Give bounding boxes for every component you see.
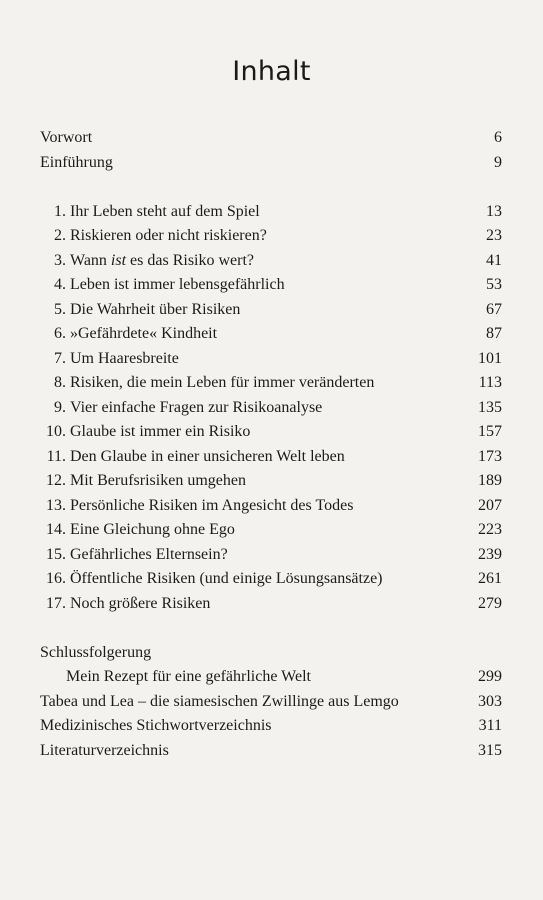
toc-page-number: 41: [486, 251, 502, 269]
toc-chapter-9: [40, 396, 502, 421]
chapter-number: 3.: [54, 251, 66, 269]
chapter-number: 16.: [46, 570, 66, 587]
toc-entry-label: Tabea und Lea – die siamesischen Zwillinge aus Lemgo: [40, 692, 399, 710]
toc-entry-label: Medizinisches Stichwortverzeichnis: [40, 717, 272, 734]
toc-spacer: [40, 616, 502, 641]
toc-chapter-8: [40, 371, 502, 396]
toc-entry-vorwort: [40, 126, 502, 151]
chapter-title: Den Glaube in einer unsicheren Welt leben: [70, 447, 345, 465]
chapter-title: Die Wahrheit über Risiken: [70, 300, 241, 318]
toc-chapter-6: [40, 322, 502, 347]
toc-page-number: 101: [478, 349, 502, 367]
chapter-number: 5.: [54, 300, 66, 318]
chapter-number: 11.: [46, 447, 66, 465]
toc-entry-einfuehrung: [40, 151, 502, 176]
emphasis-text: ist: [110, 251, 127, 269]
toc-page-number: 239: [478, 545, 502, 563]
toc-page-number: 303: [478, 692, 502, 710]
page-title: Inhalt: [232, 56, 311, 87]
chapter-number: 15.: [46, 545, 66, 563]
chapter-number: 1.: [54, 202, 66, 220]
toc-entry-stichwortverzeichnis: [40, 714, 502, 739]
chapter-title: »Gefährdete« Kindheit: [70, 325, 218, 342]
chapter-number: 12.: [46, 472, 66, 489]
chapter-title: Vier einfache Fragen zur Risikoanalyse: [70, 398, 323, 416]
toc-entry-label: Vorwort: [40, 129, 93, 146]
toc-chapter-14: [40, 518, 502, 543]
toc-entry-label: Einführung: [40, 153, 113, 171]
toc-section-heading: Schlussfolgerung: [40, 643, 152, 661]
toc-page-number: 67: [486, 300, 502, 318]
chapter-title: Wann ist es das Risiko wert?: [70, 251, 255, 269]
chapter-number: 4.: [54, 276, 66, 293]
chapter-title: Glaube ist immer ein Risiko: [70, 423, 251, 440]
toc-chapter-4: [40, 273, 502, 298]
toc-page-number: 173: [478, 447, 502, 465]
toc-chapter-12: [40, 469, 502, 494]
toc-page-number: 311: [478, 717, 502, 734]
chapter-number: 2.: [54, 227, 66, 244]
toc-spacer: [40, 175, 502, 200]
toc-page-number: 87: [486, 325, 502, 342]
toc-page-number: 299: [478, 668, 502, 685]
chapter-number: 14.: [46, 521, 66, 538]
chapter-number: 13.: [46, 496, 66, 514]
toc-chapter-16: [40, 567, 502, 592]
toc-page-number: 189: [478, 472, 502, 489]
toc-page-number: 6: [494, 129, 502, 146]
chapter-title: Ihr Leben steht auf dem Spiel: [70, 202, 260, 220]
table-of-contents: [40, 126, 502, 763]
toc-chapter-3: [40, 249, 502, 274]
toc-page-number: 207: [478, 496, 502, 514]
chapter-title: Öffentliche Risiken (und einige Lösungsansätze): [70, 570, 383, 587]
toc-page-number: 13: [486, 202, 502, 220]
toc-page-number: 9: [494, 153, 502, 171]
chapter-title: Mit Berufsrisiken umgehen: [70, 472, 246, 489]
chapter-number: 9.: [54, 398, 66, 416]
toc-chapter-10: [40, 420, 502, 445]
chapter-title: Riskieren oder nicht riskieren?: [70, 227, 267, 244]
chapter-title: Persönliche Risiken im Angesicht des Todes: [70, 496, 354, 514]
toc-page-number: 279: [478, 594, 502, 612]
chapter-number: 7.: [54, 349, 66, 367]
toc-chapter-15: [40, 543, 502, 568]
toc-entry-label: Mein Rezept für eine gefährliche Welt: [66, 668, 311, 685]
chapter-title: Risiken, die mein Leben für immer veränderten: [70, 374, 375, 391]
toc-page-number: 113: [478, 374, 502, 391]
toc-page-number: 315: [478, 741, 502, 759]
toc-entry-label: Literaturverzeichnis: [40, 741, 169, 759]
toc-chapter-7: [40, 347, 502, 372]
toc-entry-rezept: [40, 665, 502, 690]
chapter-title: Gefährliches Elternsein?: [70, 545, 228, 563]
toc-chapter-17: [40, 592, 502, 617]
chapter-title: Leben ist immer lebensgefährlich: [70, 276, 285, 293]
toc-chapter-2: [40, 224, 502, 249]
chapter-title: Um Haaresbreite: [70, 349, 179, 367]
chapter-number: 8.: [54, 374, 66, 391]
toc-page-number: 53: [486, 276, 502, 293]
chapter-number: 6.: [54, 325, 66, 342]
toc-entry-tabea-und-lea: [40, 690, 502, 715]
chapter-number: 17.: [46, 594, 66, 612]
toc-page-number: 157: [478, 423, 502, 440]
chapter-title: Eine Gleichung ohne Ego: [70, 521, 235, 538]
toc-chapter-13: [40, 494, 502, 519]
toc-chapter-11: [40, 445, 502, 470]
toc-page-number: 223: [478, 521, 502, 538]
toc-entry-literaturverzeichnis: [40, 739, 502, 764]
toc-page-number: 23: [486, 227, 502, 244]
toc-page-number: 135: [478, 398, 502, 416]
chapter-number: 10.: [46, 423, 66, 440]
toc-page-number: 261: [478, 570, 502, 587]
toc-chapter-1: [40, 200, 502, 225]
chapter-title: Noch größere Risiken: [70, 594, 211, 612]
toc-chapter-5: [40, 298, 502, 323]
toc-section-schlussfolgerung: [40, 641, 502, 666]
